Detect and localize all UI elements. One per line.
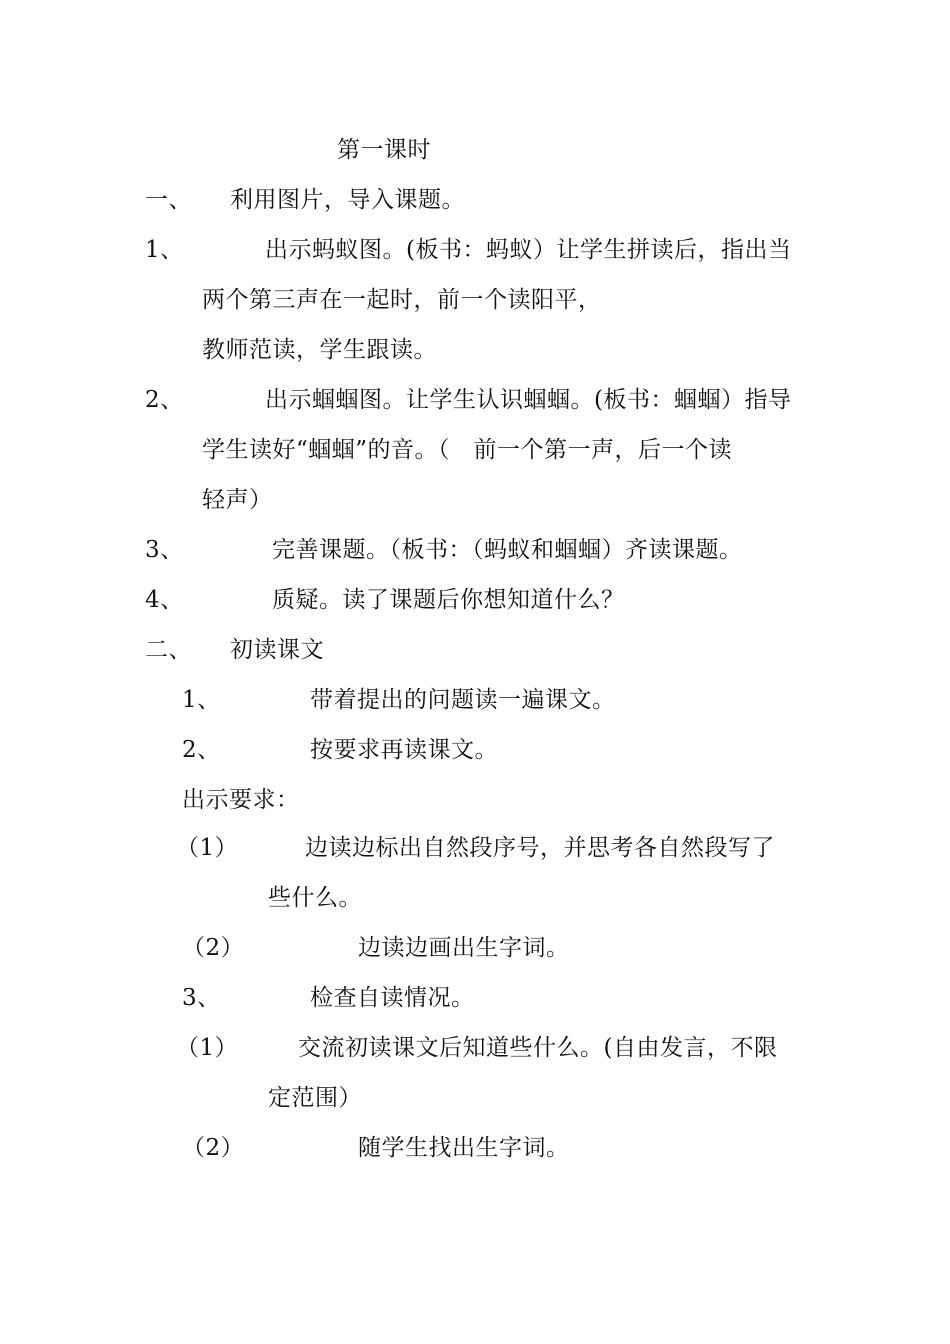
item-4-number: 4、 [145, 587, 184, 613]
req-2-number: （2） [182, 935, 245, 961]
item-1-line-2: 两个第三声在一起时，前一个读阳平， [202, 287, 602, 313]
section-1-number: 一、 [145, 187, 192, 213]
s2-item-1-text: 带着提出的问题读一遍课文。 [310, 687, 616, 713]
item-2-line-1: 出示蝈蝈图。让学生认识蝈蝈。(板书：蝈蝈）指导 [265, 387, 792, 413]
s2-item-3-number: 3、 [182, 985, 221, 1011]
item-3-line-1: 完善课题。（板书：（蚂蚁和蝈蝈）齐读课题。 [272, 537, 743, 563]
check-2-text: 随学生找出生字词。 [358, 1135, 570, 1161]
req-2-text: 边读边画出生字词。 [358, 935, 570, 961]
req-1-line-1: 边读边标出自然段序号，并思考各自然段写了 [305, 835, 775, 861]
s2-item-2-text: 按要求再读课文。 [310, 737, 498, 763]
item-4-line-1: 质疑。读了课题后你想知道什么？ [272, 587, 625, 613]
s2-item-1-number: 1、 [182, 687, 221, 713]
lesson-title: 第一课时 [337, 137, 431, 163]
item-2-number: 2、 [145, 387, 184, 413]
s2-item-3-text: 检查自读情况。 [310, 985, 475, 1011]
check-1-line-1: 交流初读课文后知道些什么。(自由发言，不限 [298, 1035, 778, 1061]
item-2-line-2: 学生读好“蝈蝈”的音。（ 前一个第一声，后一个读 [202, 437, 733, 463]
section-2-heading: 初读课文 [230, 637, 324, 663]
requirements-label: 出示要求： [182, 787, 300, 813]
item-1-line-3: 教师范读，学生跟读。 [202, 337, 437, 363]
item-3-number: 3、 [145, 537, 184, 563]
item-1-number: 1、 [145, 237, 184, 263]
req-1-line-2: 些什么。 [268, 885, 362, 911]
req-1-number: （1） [176, 835, 239, 861]
item-2-line-3: 轻声） [202, 487, 273, 513]
check-1-number: （1） [176, 1035, 239, 1061]
check-1-line-2: 定范围） [268, 1085, 362, 1111]
section-2-number: 二、 [145, 637, 192, 663]
s2-item-2-number: 2、 [182, 737, 221, 763]
check-2-number: （2） [182, 1135, 245, 1161]
section-1-heading: 利用图片，导入课题。 [230, 187, 465, 213]
item-1-line-1: 出示蚂蚁图。(板书：蚂蚁）让学生拼读后，指出当 [265, 237, 792, 263]
